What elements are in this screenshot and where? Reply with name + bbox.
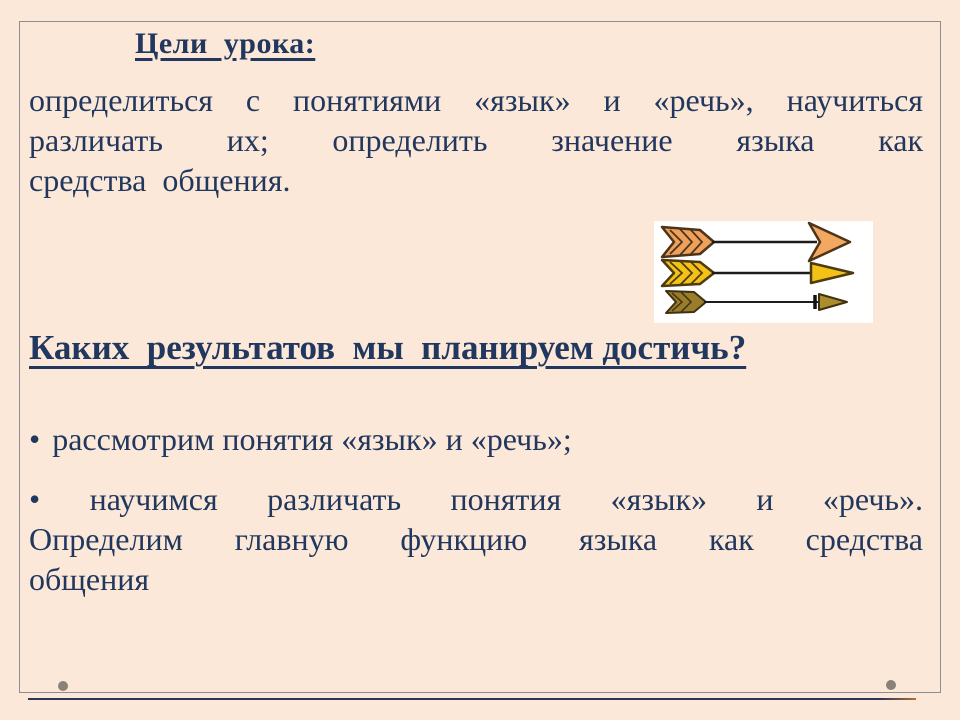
paragraph-line: определиться с понятиями «язык» и «речь», научиться bbox=[29, 82, 923, 118]
bullet-line bbox=[29, 479, 923, 519]
bullet-line: общения bbox=[29, 561, 150, 597]
bullet-text: рассмотрим понятия «язык» и «речь»; bbox=[52, 421, 572, 457]
bullet-line bbox=[29, 419, 923, 459]
arrow-bottom bbox=[666, 291, 847, 313]
results-heading: Каких результатов мы планируем достичь? bbox=[29, 328, 747, 367]
three-arrows-image bbox=[654, 221, 873, 323]
paragraph-line: различать их; определить значение языка как bbox=[29, 122, 923, 158]
bullet-marker: • bbox=[29, 481, 41, 517]
footer-dot-left bbox=[58, 681, 68, 691]
bullet-marker: • bbox=[29, 421, 41, 457]
paragraph-line: средства общения. bbox=[29, 162, 291, 198]
arrow-middle bbox=[662, 260, 853, 286]
lesson-goals-paragraph bbox=[29, 80, 923, 200]
footer-rule bbox=[28, 698, 916, 700]
slide-title: Цели урока: bbox=[135, 27, 316, 60]
footer-dot-right bbox=[886, 680, 896, 690]
bullet-text: научимся различать понятия «язык» и «речь». bbox=[89, 481, 924, 517]
bullet-list-item bbox=[29, 419, 923, 459]
bullet-line: Определим главную функцию языка как средства bbox=[29, 521, 923, 557]
content-frame bbox=[19, 21, 941, 693]
arrow-top bbox=[662, 223, 850, 261]
bullet-list-item bbox=[29, 479, 923, 599]
